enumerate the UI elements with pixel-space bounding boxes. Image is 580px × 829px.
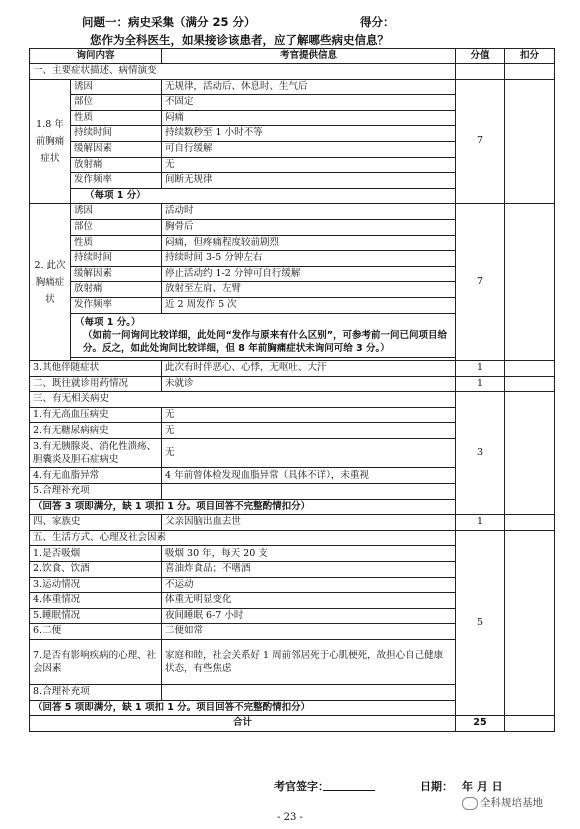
section-5-title: 五、生活方式、心理及社会因素 xyxy=(30,530,456,546)
info-cell: 无 xyxy=(162,407,456,423)
info-cell: 夜间睡眠 6-7 小时 xyxy=(162,608,456,624)
table-row xyxy=(30,79,555,95)
info-cell: 可自行缓解 xyxy=(162,141,456,157)
item-cell: 7.是否有影响疾病的心理、社会因素 xyxy=(30,640,162,685)
signature-line[interactable] xyxy=(323,790,375,791)
item-cell: 5.睡眠情况 xyxy=(30,608,162,624)
info-cell: 未就诊 xyxy=(162,376,456,392)
item-cell: 3.运动情况 xyxy=(30,577,162,593)
section-row xyxy=(30,376,555,392)
item-cell: 放射痛 xyxy=(71,157,162,173)
info-cell: 持续时间 3-5 分钟左右 xyxy=(162,251,456,267)
info-cell xyxy=(162,685,456,701)
item-cell: 1.有无高血压病史 xyxy=(30,407,162,423)
section-3-title: 三、有无相关病史 xyxy=(30,392,456,408)
item-cell: 缓解因素 xyxy=(71,266,162,282)
score-cell: 5 xyxy=(456,530,505,715)
group-label-2: 2. 此次胸痛症状 xyxy=(30,204,71,361)
info-cell: 放射至左肩、左臂 xyxy=(162,282,456,298)
score-cell: 7 xyxy=(456,204,505,361)
watermark-text: 全科规培基地 xyxy=(480,797,543,809)
item-cell: 8.合理补充项 xyxy=(30,685,162,701)
info-cell: 体重无明显变化 xyxy=(162,593,456,609)
deduct-cell[interactable] xyxy=(505,530,555,715)
col-header-info: 考官提供信息 xyxy=(162,49,456,64)
item-cell: 3.其他伴随症状 xyxy=(30,361,162,377)
deduct-cell[interactable] xyxy=(505,376,555,392)
item-cell: 4.有无血脂异常 xyxy=(30,468,162,484)
info-cell: 持续数秒至 1 小时不等 xyxy=(162,126,456,142)
info-cell: 闷痛，但疼痛程度较前剧烈 xyxy=(162,235,456,251)
info-cell: 无 xyxy=(162,423,456,439)
section-row xyxy=(30,64,555,80)
section-row xyxy=(30,515,555,531)
section-4-title: 四、家族史 xyxy=(30,515,162,531)
info-cell: 间断无规律 xyxy=(162,173,456,189)
info-cell: 活动时 xyxy=(162,204,456,220)
item-cell: 3.有无胰腺炎、消化性溃疡、胆囊炎及胆石症病史 xyxy=(30,439,162,468)
item-cell: 诱因 xyxy=(71,204,162,220)
item-cell: 持续时间 xyxy=(71,251,162,267)
item-cell: 6.二便 xyxy=(30,624,162,640)
info-cell: 家庭和睦，社会关系好 1 周前邻居死于心肌梗死，故担心自己健康状态，有些焦虑 xyxy=(162,640,456,685)
info-cell: 不固定 xyxy=(162,95,456,111)
item-cell: 2.有无糖尿病病史 xyxy=(30,423,162,439)
item-cell: 5.合理补充项 xyxy=(30,484,162,500)
section-1-title: 一、主要症状描述、病情演变 xyxy=(30,64,456,80)
group-label-1: 1.8 年前胸痛症状 xyxy=(30,79,71,204)
scoring-note-detail: （如前一问询问比较详细，此处问“发作与原来有什么区别”，可参考前一问已问项目给分。反之，如此处询问比较详细，但 8 年前胸痛症状未询问可给 3 分。） xyxy=(83,329,447,354)
info-cell: 吸烟 30 年，每天 20 支 xyxy=(162,546,456,562)
score-cell: 1 xyxy=(456,515,505,531)
deduct-cell[interactable] xyxy=(505,716,555,732)
item-cell: 放射痛 xyxy=(71,282,162,298)
item-cell: 部位 xyxy=(71,95,162,111)
section-2-title: 二、既往就诊用药情况 xyxy=(30,376,162,392)
col-header-item: 询问内容 xyxy=(30,49,162,64)
section-row xyxy=(30,392,555,408)
info-cell xyxy=(162,484,456,500)
section-title: 问题一：病史采集（满分 25 分） xyxy=(82,15,256,29)
total-label: 合计 xyxy=(30,716,456,732)
deduct-cell[interactable] xyxy=(505,79,555,204)
info-cell: 不运动 xyxy=(162,577,456,593)
score-cell: 7 xyxy=(456,79,505,204)
col-header-deduct: 扣分 xyxy=(505,49,555,64)
item-cell: 诱因 xyxy=(71,79,162,95)
table-row xyxy=(30,361,555,377)
date-label: 日期： xyxy=(420,780,453,793)
info-cell: 父亲因脑出血去世 xyxy=(162,515,456,531)
info-cell: 无 xyxy=(162,157,456,173)
info-cell: 二便如常 xyxy=(162,624,456,640)
item-cell: 性质 xyxy=(71,235,162,251)
info-cell: 此次有时伴恶心、心悸，无呕吐、大汗 xyxy=(162,361,456,377)
info-cell: 闷痛 xyxy=(162,110,456,126)
scoring-note xyxy=(71,313,456,358)
scoring-note: （回答 5 项即满分，缺 1 项扣 1 分。项目回答不完整酌情扣分） xyxy=(30,700,456,716)
scoring-note: （回答 3 项即满分，缺 1 项扣 1 分。项目回答不完整酌情扣分） xyxy=(30,499,456,515)
deduct-cell[interactable] xyxy=(505,361,555,377)
info-cell: 停止活动约 1-2 分钟可自行缓解 xyxy=(162,266,456,282)
question-text: 您作为全科医生，如果接诊该患者，应了解哪些病史信息？ xyxy=(90,33,389,47)
item-cell: 2.饮食、饮酒 xyxy=(30,562,162,578)
deduct-cell[interactable] xyxy=(505,64,555,80)
item-cell: 缓解因素 xyxy=(71,141,162,157)
info-cell: 喜油炸食品；不嗜酒 xyxy=(162,562,456,578)
item-cell: 发作频率 xyxy=(71,173,162,189)
scoring-note-line: （每项 1 分。） xyxy=(75,316,141,328)
score-cell xyxy=(456,64,505,80)
item-cell: 1.是否吸烟 xyxy=(30,546,162,562)
deduct-cell[interactable] xyxy=(505,204,555,361)
score-cell: 3 xyxy=(456,392,505,515)
total-row xyxy=(30,716,555,732)
history-taking-table xyxy=(29,48,555,732)
deduct-cell[interactable] xyxy=(505,392,555,515)
item-cell: 部位 xyxy=(71,219,162,235)
item-cell: 4.体重情况 xyxy=(30,593,162,609)
info-cell: 无规律，活动后、休息时、生气后 xyxy=(162,79,456,95)
watermark xyxy=(462,795,543,810)
signature-label: 考官签字： xyxy=(274,780,329,793)
info-cell: 近 2 周发作 5 次 xyxy=(162,297,456,313)
table-header-row xyxy=(30,49,555,64)
item-cell: 持续时间 xyxy=(71,126,162,142)
total-score: 25 xyxy=(456,716,505,732)
scoring-note: （每项 1 分） xyxy=(71,188,456,204)
info-cell: 4 年前曾体检发现血脂异常（具体不详），未重视 xyxy=(162,468,456,484)
item-cell: 发作频率 xyxy=(71,297,162,313)
deduct-cell[interactable] xyxy=(505,515,555,531)
score-cell: 1 xyxy=(456,376,505,392)
table-row xyxy=(30,204,555,220)
info-cell: 无 xyxy=(162,439,456,468)
info-cell: 胸骨后 xyxy=(162,219,456,235)
page-number: - 23 - xyxy=(277,812,303,823)
score-label: 得分： xyxy=(360,15,395,29)
chat-bubble-icon xyxy=(462,797,478,810)
item-cell: 性质 xyxy=(71,110,162,126)
section-row xyxy=(30,530,555,546)
score-cell: 1 xyxy=(456,361,505,377)
col-header-score: 分值 xyxy=(456,49,505,64)
date-value: 年 月 日 xyxy=(462,780,503,793)
